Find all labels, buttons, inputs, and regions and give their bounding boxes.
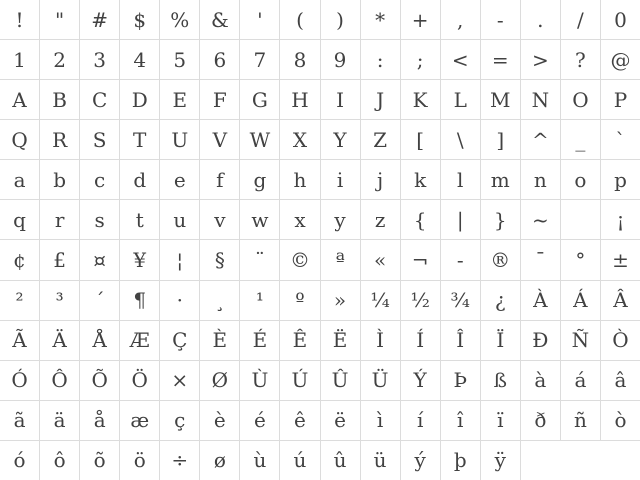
glyph-cell[interactable]: Z: [361, 120, 400, 159]
glyph-cell[interactable]: ¥: [120, 240, 159, 279]
glyph-cell[interactable]: t: [120, 200, 159, 239]
glyph-cell[interactable]: å: [80, 401, 119, 440]
glyph-cell[interactable]: ü: [361, 441, 400, 480]
glyph-cell[interactable]: +: [401, 0, 440, 39]
glyph-cell[interactable]: ³: [40, 281, 79, 320]
glyph-cell[interactable]: ò: [601, 401, 640, 440]
glyph-cell[interactable]: ó: [0, 441, 39, 480]
glyph-cell[interactable]: E: [160, 80, 199, 119]
glyph-cell[interactable]: Ð: [521, 321, 560, 360]
glyph-cell[interactable]: ï: [481, 401, 520, 440]
glyph-cell[interactable]: Æ: [120, 321, 159, 360]
glyph-cell[interactable]: ì: [361, 401, 400, 440]
glyph-cell[interactable]: À: [521, 281, 560, 320]
glyph-cell[interactable]: H: [280, 80, 319, 119]
glyph-cell[interactable]: Ø: [200, 361, 239, 400]
glyph-cell[interactable]: º: [280, 281, 319, 320]
glyph-cell[interactable]: ¤: [80, 240, 119, 279]
glyph-cell[interactable]: á: [561, 361, 600, 400]
glyph-cell[interactable]: -: [441, 240, 480, 279]
glyph-cell[interactable]: Ì: [361, 321, 400, 360]
glyph-cell[interactable]: @: [601, 40, 640, 79]
glyph-cell[interactable]: &: [200, 0, 239, 39]
glyph-cell[interactable]: Ñ: [561, 321, 600, 360]
glyph-cell[interactable]: M: [481, 80, 520, 119]
glyph-cell[interactable]: û: [321, 441, 360, 480]
glyph-cell[interactable]: Ã: [0, 321, 39, 360]
glyph-cell[interactable]: r: [40, 200, 79, 239]
glyph-cell[interactable]: æ: [120, 401, 159, 440]
glyph-cell[interactable]: Ü: [361, 361, 400, 400]
glyph-cell[interactable]: Ö: [120, 361, 159, 400]
glyph-cell[interactable]: Ó: [0, 361, 39, 400]
glyph-cell[interactable]: ö: [120, 441, 159, 480]
glyph-cell[interactable]: ?: [561, 40, 600, 79]
glyph-cell[interactable]: ¡: [601, 200, 640, 239]
glyph-cell[interactable]: w: [240, 200, 279, 239]
glyph-cell[interactable]: j: [361, 160, 400, 199]
glyph-cell[interactable]: ç: [160, 401, 199, 440]
glyph-cell[interactable]: <: [441, 40, 480, 79]
glyph-cell[interactable]: ¹: [240, 281, 279, 320]
glyph-cell[interactable]: T: [120, 120, 159, 159]
glyph-cell[interactable]: 3: [80, 40, 119, 79]
glyph-cell[interactable]: ô: [40, 441, 79, 480]
glyph-cell[interactable]: K: [401, 80, 440, 119]
glyph-cell[interactable]: B: [40, 80, 79, 119]
glyph-cell[interactable]: ý: [401, 441, 440, 480]
glyph-cell[interactable]: Ý: [401, 361, 440, 400]
glyph-cell[interactable]: Ï: [481, 321, 520, 360]
glyph-cell[interactable]: ¶: [120, 281, 159, 320]
glyph-cell[interactable]: ¦: [160, 240, 199, 279]
glyph-cell[interactable]: .: [521, 0, 560, 39]
glyph-cell[interactable]: «: [361, 240, 400, 279]
glyph-cell[interactable]: c: [80, 160, 119, 199]
glyph-cell[interactable]: /: [561, 0, 600, 39]
glyph-cell[interactable]: ½: [401, 281, 440, 320]
glyph-cell[interactable]: 4: [120, 40, 159, 79]
glyph-cell[interactable]: þ: [441, 441, 480, 480]
glyph-cell[interactable]: o: [561, 160, 600, 199]
glyph-cell[interactable]: W: [240, 120, 279, 159]
glyph-cell[interactable]: p: [601, 160, 640, 199]
glyph-cell[interactable]: ¨: [240, 240, 279, 279]
glyph-cell[interactable]: ë: [321, 401, 360, 440]
glyph-cell[interactable]: °: [561, 240, 600, 279]
glyph-cell[interactable]: Ô: [40, 361, 79, 400]
glyph-cell[interactable]: C: [80, 80, 119, 119]
glyph-cell[interactable]: d: [120, 160, 159, 199]
glyph-cell[interactable]: ": [40, 0, 79, 39]
glyph-cell[interactable]: e: [160, 160, 199, 199]
glyph-cell[interactable]: ã: [0, 401, 39, 440]
glyph-cell[interactable]: ®: [481, 240, 520, 279]
glyph-cell[interactable]: q: [0, 200, 39, 239]
glyph-cell[interactable]: ×: [160, 361, 199, 400]
glyph-cell[interactable]: ,: [441, 0, 480, 39]
glyph-cell[interactable]: à: [521, 361, 560, 400]
glyph-cell[interactable]: >: [521, 40, 560, 79]
glyph-cell[interactable]: P: [601, 80, 640, 119]
glyph-cell[interactable]: L: [441, 80, 480, 119]
glyph-cell[interactable]: Ä: [40, 321, 79, 360]
glyph-cell[interactable]: b: [40, 160, 79, 199]
glyph-cell[interactable]: ÿ: [481, 441, 520, 480]
glyph-cell[interactable]: ¾: [441, 281, 480, 320]
glyph-cell[interactable]: ú: [280, 441, 319, 480]
glyph-cell[interactable]: ;: [401, 40, 440, 79]
glyph-cell[interactable]: s: [80, 200, 119, 239]
glyph-cell[interactable]: 1: [0, 40, 39, 79]
glyph-cell[interactable]: ±: [601, 240, 640, 279]
glyph-cell[interactable]: è: [200, 401, 239, 440]
glyph-cell[interactable]: Y: [321, 120, 360, 159]
glyph-cell[interactable]: â: [601, 361, 640, 400]
glyph-cell[interactable]: }: [481, 200, 520, 239]
glyph-cell[interactable]: |: [441, 200, 480, 239]
glyph-cell[interactable]: Õ: [80, 361, 119, 400]
glyph-cell[interactable]: J: [361, 80, 400, 119]
glyph-cell[interactable]: ¼: [361, 281, 400, 320]
glyph-cell[interactable]: -: [481, 0, 520, 39]
glyph-cell[interactable]: ÷: [160, 441, 199, 480]
glyph-cell[interactable]: ê: [280, 401, 319, 440]
glyph-cell[interactable]: ^: [521, 120, 560, 159]
glyph-cell[interactable]: õ: [80, 441, 119, 480]
glyph-cell[interactable]: í: [401, 401, 440, 440]
glyph-cell[interactable]: Ò: [601, 321, 640, 360]
glyph-cell[interactable]: G: [240, 80, 279, 119]
glyph-cell[interactable]: ø: [200, 441, 239, 480]
glyph-cell[interactable]: a: [0, 160, 39, 199]
glyph-cell[interactable]: Á: [561, 281, 600, 320]
glyph-cell[interactable]: [561, 200, 600, 239]
glyph-cell[interactable]: R: [40, 120, 79, 159]
glyph-cell[interactable]: ©: [280, 240, 319, 279]
glyph-cell[interactable]: ù: [240, 441, 279, 480]
glyph-cell[interactable]: D: [120, 80, 159, 119]
glyph-cell[interactable]: ´: [80, 281, 119, 320]
glyph-cell[interactable]: ä: [40, 401, 79, 440]
glyph-cell[interactable]: Â: [601, 281, 640, 320]
glyph-cell[interactable]: ): [321, 0, 360, 39]
glyph-cell[interactable]: :: [361, 40, 400, 79]
glyph-cell[interactable]: f: [200, 160, 239, 199]
glyph-cell[interactable]: 8: [280, 40, 319, 79]
glyph-cell[interactable]: 5: [160, 40, 199, 79]
glyph-cell[interactable]: F: [200, 80, 239, 119]
glyph-cell[interactable]: £: [40, 240, 79, 279]
glyph-cell[interactable]: Þ: [441, 361, 480, 400]
glyph-cell[interactable]: m: [481, 160, 520, 199]
glyph-cell[interactable]: ]: [481, 120, 520, 159]
glyph-cell[interactable]: î: [441, 401, 480, 440]
glyph-cell[interactable]: X: [280, 120, 319, 159]
glyph-cell[interactable]: I: [321, 80, 360, 119]
glyph-cell[interactable]: A: [0, 80, 39, 119]
glyph-cell[interactable]: N: [521, 80, 560, 119]
glyph-cell[interactable]: !: [0, 0, 39, 39]
glyph-cell[interactable]: É: [240, 321, 279, 360]
glyph-cell[interactable]: ': [240, 0, 279, 39]
empty-grid-area: [521, 441, 640, 480]
glyph-cell[interactable]: U: [160, 120, 199, 159]
glyph-cell[interactable]: g: [240, 160, 279, 199]
glyph-cell[interactable]: ~: [521, 200, 560, 239]
glyph-cell[interactable]: y: [321, 200, 360, 239]
glyph-cell[interactable]: `: [601, 120, 640, 159]
glyph-cell[interactable]: 9: [321, 40, 360, 79]
glyph-cell[interactable]: §: [200, 240, 239, 279]
glyph-cell[interactable]: 0: [601, 0, 640, 39]
glyph-cell[interactable]: Ê: [280, 321, 319, 360]
glyph-cell[interactable]: ¿: [481, 281, 520, 320]
glyph-cell[interactable]: ð: [521, 401, 560, 440]
glyph-cell[interactable]: S: [80, 120, 119, 159]
glyph-cell[interactable]: u: [160, 200, 199, 239]
glyph-cell[interactable]: (: [280, 0, 319, 39]
glyph-cell[interactable]: $: [120, 0, 159, 39]
glyph-cell[interactable]: ß: [481, 361, 520, 400]
glyph-cell[interactable]: Å: [80, 321, 119, 360]
glyph-cell[interactable]: ·: [160, 281, 199, 320]
glyph-cell[interactable]: ¯: [521, 240, 560, 279]
glyph-cell[interactable]: [: [401, 120, 440, 159]
glyph-cell[interactable]: x: [280, 200, 319, 239]
glyph-cell[interactable]: =: [481, 40, 520, 79]
glyph-cell[interactable]: z: [361, 200, 400, 239]
glyph-cell[interactable]: Î: [441, 321, 480, 360]
glyph-cell[interactable]: ¬: [401, 240, 440, 279]
glyph-cell[interactable]: Ç: [160, 321, 199, 360]
glyph-cell[interactable]: Ë: [321, 321, 360, 360]
glyph-cell[interactable]: Ú: [280, 361, 319, 400]
glyph-cell[interactable]: ª: [321, 240, 360, 279]
glyph-cell[interactable]: V: [200, 120, 239, 159]
glyph-cell[interactable]: *: [361, 0, 400, 39]
glyph-cell[interactable]: O: [561, 80, 600, 119]
glyph-cell[interactable]: _: [561, 120, 600, 159]
glyph-cell[interactable]: é: [240, 401, 279, 440]
glyph-cell[interactable]: k: [401, 160, 440, 199]
glyph-cell[interactable]: 6: [200, 40, 239, 79]
glyph-cell[interactable]: n: [521, 160, 560, 199]
glyph-cell[interactable]: »: [321, 281, 360, 320]
glyph-cell[interactable]: i: [321, 160, 360, 199]
glyph-cell[interactable]: 7: [240, 40, 279, 79]
glyph-cell[interactable]: 2: [40, 40, 79, 79]
glyph-cell[interactable]: Í: [401, 321, 440, 360]
glyph-cell[interactable]: Ù: [240, 361, 279, 400]
glyph-cell[interactable]: Q: [0, 120, 39, 159]
glyph-cell[interactable]: %: [160, 0, 199, 39]
glyph-cell[interactable]: h: [280, 160, 319, 199]
glyph-cell[interactable]: l: [441, 160, 480, 199]
glyph-cell[interactable]: #: [80, 0, 119, 39]
glyph-cell[interactable]: {: [401, 200, 440, 239]
glyph-cell[interactable]: È: [200, 321, 239, 360]
glyph-cell[interactable]: ñ: [561, 401, 600, 440]
glyph-cell[interactable]: ¢: [0, 240, 39, 279]
glyph-cell[interactable]: v: [200, 200, 239, 239]
glyph-cell[interactable]: ¸: [200, 281, 239, 320]
glyph-cell[interactable]: ²: [0, 281, 39, 320]
glyph-cell[interactable]: \: [441, 120, 480, 159]
glyph-cell[interactable]: Û: [321, 361, 360, 400]
